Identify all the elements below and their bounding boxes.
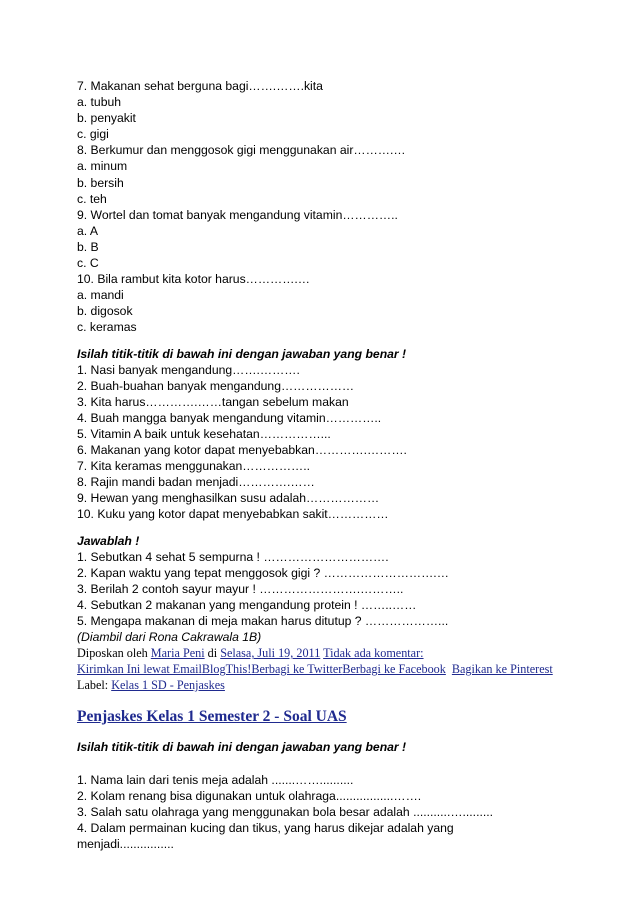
answer-option: b. digosok xyxy=(77,304,133,319)
question-line: 3. Salah satu olahraga yang menggunakan bola besar adalah ...........…......... xyxy=(77,804,493,819)
share-twitter-link[interactable]: Berbagi ke Twitter xyxy=(251,662,343,677)
post-title-link[interactable]: Penjaskes Kelas 1 Semester 2 - Soal UAS xyxy=(77,708,347,726)
date-link[interactable]: Selasa, Juli 19, 2011 xyxy=(220,646,321,661)
question-line: 2. Kolam renang bisa digunakan untuk olahraga.................……. xyxy=(77,788,422,803)
section-heading: Jawablah ! xyxy=(77,533,140,548)
answer-option: a. mandi xyxy=(77,288,124,303)
question-line: 2. Kapan waktu yang tepat menggosok gigi ? ……………………….… xyxy=(77,565,449,580)
answer-option: b. bersih xyxy=(77,175,124,190)
question-line: menjadi................ xyxy=(77,836,174,851)
answer-option: c. keramas xyxy=(77,320,137,335)
answer-option: a. A xyxy=(77,223,99,238)
label-link[interactable]: Kelas 1 SD - Penjaskes xyxy=(111,678,225,693)
question-line: 10. Kuku yang kotor dapat menyebabkan sakit…………… xyxy=(77,507,389,522)
post-label-line xyxy=(77,677,557,693)
answer-option: c. C xyxy=(77,256,99,271)
share-pinterest-link[interactable]: Bagikan ke Pinterest xyxy=(451,662,553,677)
question-line: 7. Makanan sehat berguna bagi…….…….kita xyxy=(77,79,323,93)
share-email-link[interactable]: Kirimkan Ini lewat Email xyxy=(77,662,202,677)
question-line: 1. Nasi banyak mengandung…….………. xyxy=(77,362,300,377)
question-line: 5. Vitamin A baik untuk kesehatan……………... xyxy=(77,426,331,441)
question-line: 6. Makanan yang kotor dapat menyebabkan………….………. xyxy=(77,443,407,458)
section-heading: Isilah titik-titik di bawah ini dengan jawaban yang benar ! xyxy=(77,740,407,755)
question-line: 4. Sebutkan 2 makanan yang mengandung protein ! ……..…… xyxy=(77,597,417,612)
comments-link[interactable]: Tidak ada komentar: xyxy=(323,646,424,661)
quiz-section-fill-blank xyxy=(77,346,557,523)
post-footer xyxy=(77,645,557,693)
question-line: 4. Buah mangga banyak mengandung vitamin………….. xyxy=(77,410,382,425)
answer-option: b. B xyxy=(77,239,99,254)
question-line: 10. Bila rambut kita kotor harus………….… xyxy=(77,272,310,287)
source-note: (Diambil dari Rona Cakrawala 1B) xyxy=(77,630,262,645)
share-facebook-link[interactable]: Berbagi ke Facebook xyxy=(342,662,446,677)
question-line: 9. Wortel dan tomat banyak mengandung vitamin………….. xyxy=(77,207,398,222)
question-line: 7. Kita keramas menggunakan…………….. xyxy=(77,459,311,474)
author-link[interactable]: Maria Peni xyxy=(150,646,205,661)
share-blogthis-link[interactable]: BlogThis! xyxy=(201,662,252,677)
question-line: 2. Buah-buahan banyak mengandung……………… xyxy=(77,378,355,393)
question-line: 3. Berilah 2 contoh sayur mayur ! …………………….……….. xyxy=(77,581,404,596)
question-line: 8. Rajin mandi badan menjadi………….…… xyxy=(77,475,315,490)
quiz-section-essay xyxy=(77,533,557,646)
quiz-section-multiple-choice xyxy=(77,78,557,336)
label-prefix: Label: xyxy=(77,678,109,693)
answer-option: a. tubuh xyxy=(77,95,122,110)
post-2 xyxy=(77,707,557,852)
answer-option: b. penyakit xyxy=(77,111,136,126)
question-line: 8. Berkumur dan menggosok gigi menggunakan air……….… xyxy=(77,143,406,158)
on-label: di xyxy=(207,646,218,661)
question-line: 1. Nama lain dari tenis meja adalah .......…….......... xyxy=(77,772,354,787)
question-line: 9. Hewan yang menghasilkan susu adalah……………… xyxy=(77,491,380,506)
question-line: 4. Dalam permainan kucing dan tikus, yang harus dikejar adalah yang xyxy=(77,820,454,835)
post-meta-line xyxy=(77,645,557,661)
question-line: 3. Kita harus………….……tangan sebelum makan xyxy=(77,394,349,409)
question-line: 5. Mengapa makanan di meja makan harus ditutup ? ………………... xyxy=(77,614,449,628)
question-line: 1. Sebutkan 4 sehat 5 sempurna ! …………………………. xyxy=(77,549,389,564)
answer-option: c. teh xyxy=(77,191,107,206)
answer-option: c. gigi xyxy=(77,127,109,142)
answer-option: a. minum xyxy=(77,159,128,174)
section-heading: Isilah titik-titik di bawah ini dengan jawaban yang benar ! xyxy=(77,346,407,361)
share-links xyxy=(77,661,557,677)
posted-by-label: Diposkan oleh xyxy=(77,646,148,661)
document-page xyxy=(77,78,557,852)
